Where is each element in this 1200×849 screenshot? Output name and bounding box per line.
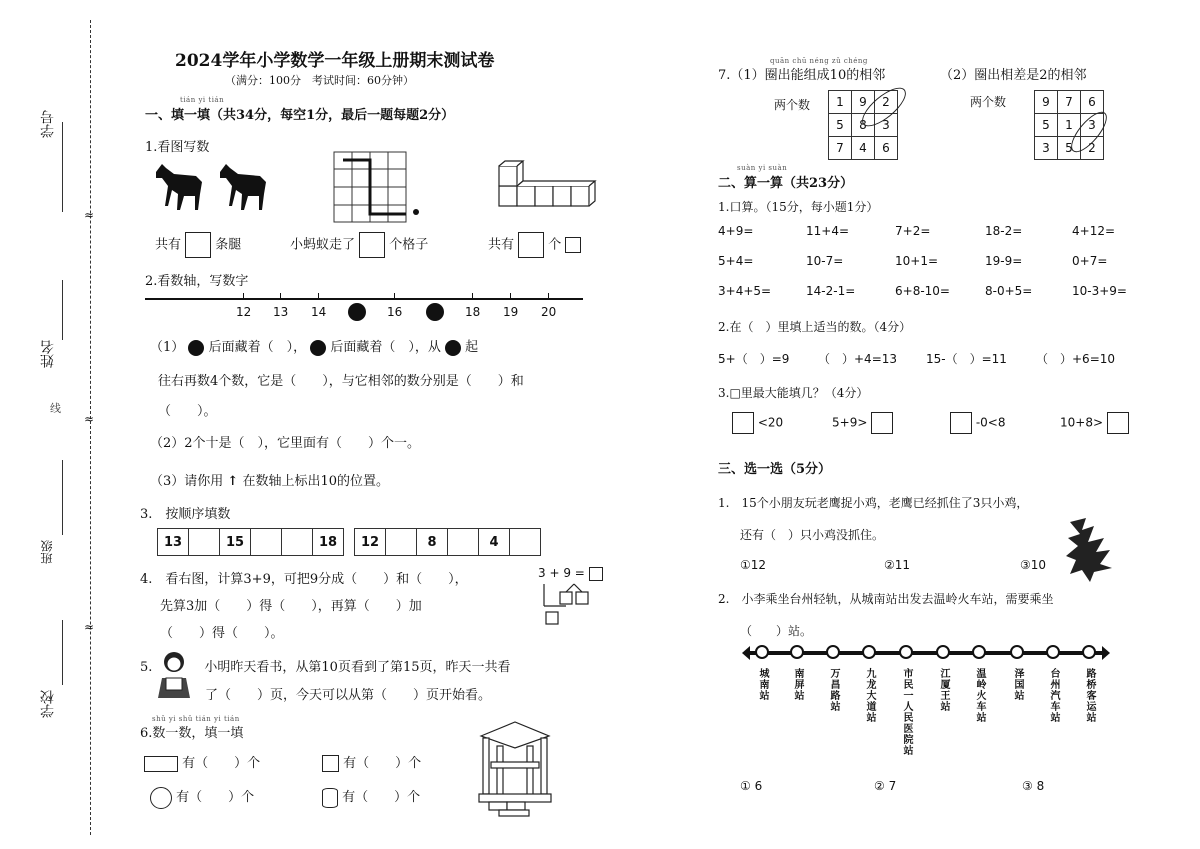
- q1b-answer-box[interactable]: [359, 232, 385, 258]
- q4-line1: 4. 看右图，计算3+9，可把9分成（ ）和（ ），: [140, 572, 468, 587]
- section2-heading: 二、算一算（共23分）: [718, 176, 854, 191]
- oral-item[interactable]: 3+4+5=: [718, 284, 772, 298]
- oral-item[interactable]: 0+7=: [1072, 254, 1108, 268]
- station-label: 台州汽车站: [1048, 668, 1059, 723]
- station-label: 万昌路站: [828, 668, 839, 712]
- q1c-prefix: 共有: [488, 237, 515, 253]
- max-item-text: 10+8>: [1060, 415, 1104, 430]
- cube-icon: [565, 237, 581, 253]
- station-stop: [1082, 645, 1096, 659]
- apple-icon: [445, 340, 461, 356]
- q4-answer-box[interactable]: [589, 567, 603, 581]
- sequence-row-1: [157, 528, 344, 556]
- q6-row2b: [322, 786, 420, 808]
- school-field[interactable]: [38, 690, 68, 718]
- q7-two-nums-1: 两个数: [774, 98, 811, 112]
- max-item-2: [832, 412, 893, 434]
- cuboid-icon: [144, 756, 178, 772]
- tick-label-16: 16: [387, 305, 403, 319]
- station-label: 城南站: [757, 668, 768, 701]
- max-answer-box[interactable]: [1107, 412, 1129, 434]
- number-line: [145, 298, 583, 300]
- q1b-suffix: 个格子: [389, 237, 429, 253]
- fill-item[interactable]: 15-（ ）=11: [926, 352, 1007, 366]
- pinyin-decor: suàn yi suàn: [737, 164, 788, 172]
- number-line-tick: [548, 293, 549, 299]
- oral-calc-label: 1.口算。（15分，每小题1分）: [718, 200, 879, 214]
- grid1-cell: 9: [852, 91, 875, 114]
- q6-r1b-text: 有（ ）个: [343, 756, 422, 771]
- station-label: 市民一人民医院站: [901, 668, 912, 756]
- max-answer-box[interactable]: [950, 412, 972, 434]
- seq2-cell: 12: [355, 529, 386, 556]
- grid2-cell: 6: [1081, 91, 1104, 114]
- q1b-prefix: 小蚂蚁走了: [290, 237, 356, 253]
- number-line-tick: [280, 293, 281, 299]
- split-diagram: [540, 582, 590, 630]
- q2-label: 2.看数轴，写数字: [145, 274, 249, 289]
- q7-label2: （2）圈出相差是2的相邻: [940, 68, 1087, 83]
- q4-formula-text: 3 + 9 =: [538, 566, 585, 580]
- grid2-cell: 5: [1035, 114, 1058, 137]
- grid1-cell: 4: [852, 137, 875, 160]
- tick-label-13: 13: [273, 305, 289, 319]
- station-stop: [899, 645, 913, 659]
- q7-two-nums-2: 两个数: [970, 95, 1007, 109]
- number-line-tick: [243, 293, 244, 299]
- oral-item[interactable]: 10-3+9=: [1072, 284, 1127, 298]
- oral-item[interactable]: 19-9=: [985, 254, 1023, 268]
- q1a-answer-box[interactable]: [185, 232, 211, 258]
- q1c-suffix: 个: [548, 237, 562, 253]
- seq2-cell[interactable]: [510, 529, 541, 556]
- apple-icon: [348, 303, 366, 321]
- cylinder-icon: [322, 788, 338, 808]
- q2-p3-text2: 在数轴上标出10的位置。: [242, 474, 390, 489]
- seq1-cell[interactable]: [189, 529, 220, 556]
- oral-item[interactable]: 11+4=: [806, 224, 850, 238]
- q2-p1-text1: 后面藏着（ ），: [208, 340, 307, 355]
- station-label: 江厦王站: [938, 668, 949, 712]
- pinyin-decor: quān chū néng zǔ chéng: [770, 57, 868, 65]
- class-field[interactable]: [38, 540, 68, 564]
- ant-grid-image: [332, 150, 432, 228]
- grid1-cell: 7: [829, 137, 852, 160]
- eagle-chicks-image: [1060, 516, 1120, 586]
- station-label: 温岭火车站: [974, 668, 985, 723]
- q2-p1-text3: 起: [465, 340, 479, 355]
- q7-label1: 7.（1）圈出能组成10的相邻: [718, 68, 886, 83]
- grid1-cell: 1: [829, 91, 852, 114]
- student-id-line: [62, 122, 63, 212]
- q4-formula: [538, 566, 603, 581]
- q2-part1-line1: [150, 336, 478, 356]
- q4-line2: 先算3加（ ）得（ ），再算（ ）加: [160, 599, 422, 614]
- station-label: 路桥客运站: [1084, 668, 1095, 723]
- rail-end-left: [742, 646, 750, 660]
- school-line: [62, 620, 63, 685]
- apple-icon: [188, 340, 204, 356]
- q1a-suffix: 条腿: [215, 237, 242, 253]
- seq2-cell: 8: [417, 529, 448, 556]
- apple-icon: [426, 303, 444, 321]
- number-line-tick: [394, 293, 395, 299]
- tick-label-19: 19: [503, 305, 519, 319]
- oral-item[interactable]: 4+9=: [718, 224, 754, 238]
- grid2-cell: 5: [1058, 137, 1081, 160]
- fill-item[interactable]: （ ）+6=10: [1036, 352, 1116, 366]
- q1a-row: [155, 232, 241, 258]
- s3-q2-option[interactable]: ③ 8: [1022, 779, 1045, 793]
- station-stop: [972, 645, 986, 659]
- q1-label: 1.看图写数: [145, 140, 210, 155]
- cubes-image: [497, 160, 597, 212]
- q2-part1-line3: （ ）。: [158, 404, 217, 419]
- tick-label-12: 12: [236, 305, 252, 319]
- oral-item[interactable]: 6+8-10=: [895, 284, 950, 298]
- student-id-label: 学号: [40, 110, 56, 138]
- sphere-icon: [150, 787, 172, 809]
- station-stop: [790, 645, 804, 659]
- q3-label: 3. 按顺序填数: [140, 507, 231, 522]
- oral-item[interactable]: 14-2-1=: [806, 284, 856, 298]
- q5-line1: 5. 小明昨天看书，从第10页看到了第15页，昨天一共看: [140, 660, 511, 675]
- class-label: 班级: [40, 540, 54, 564]
- binding-mark-3: ≈: [84, 620, 95, 634]
- oral-item[interactable]: 5+4=: [718, 254, 754, 268]
- q6-row2a: [150, 786, 254, 809]
- seq1-cell: 13: [158, 529, 189, 556]
- number-line-tick: [318, 293, 319, 299]
- binding-mark-1: ≈: [84, 208, 95, 222]
- s3-q2-option[interactable]: ① 6: [740, 779, 763, 793]
- station-stop: [862, 645, 876, 659]
- q4-line3: （ ）得（ ）。: [160, 626, 284, 641]
- grid1-cell: 3: [875, 114, 898, 137]
- q2-p3-text1: （3）请你用: [150, 474, 224, 489]
- name-line: [62, 280, 63, 340]
- exam-subtitle: （满分：100分 考试时间：60分钟）: [225, 74, 414, 87]
- student-id-field[interactable]: [38, 110, 68, 138]
- q5-line2: 了（ ）页，今天可以从第（ ）页开始看。: [205, 688, 492, 703]
- seq1-cell: 18: [313, 529, 344, 556]
- up-arrow-icon: ↑: [227, 474, 239, 489]
- seq1-cell[interactable]: [251, 529, 282, 556]
- station-stop: [1010, 645, 1024, 659]
- grid2-cell: 3: [1035, 137, 1058, 160]
- q6-r2b-text: 有（ ）个: [342, 790, 421, 805]
- pavilion-blocks-image: [475, 718, 555, 818]
- s3-q1-option[interactable]: ③10: [1020, 558, 1047, 572]
- q6-row1a: [144, 752, 260, 772]
- s3-q2-line2: （ ）站。: [740, 624, 813, 638]
- pinyin-decor: tián yi tián: [180, 96, 225, 104]
- oral-item[interactable]: 8-0+5=: [985, 284, 1033, 298]
- max-item-1: [732, 412, 783, 434]
- tick-label-18: 18: [465, 305, 481, 319]
- exam-title: 2024学年小学数学一年级上册期末测试卷: [175, 51, 495, 71]
- tick-label-14: 14: [311, 305, 327, 319]
- q6-label: 6.数一数，填一填: [140, 726, 244, 741]
- q6-row1b: [322, 752, 421, 772]
- q6-r2a-text: 有（ ）个: [176, 790, 255, 805]
- grid2-cell: 2: [1081, 137, 1104, 160]
- q2-p1-text2: 后面藏着（ ），从: [330, 340, 441, 355]
- q2-part3: [150, 470, 389, 489]
- s3-q1-option[interactable]: ②11: [884, 558, 911, 572]
- oral-item[interactable]: 18-2=: [985, 224, 1023, 238]
- s3-q2-line1: 2. 小李乘坐台州轻轨，从城南站出发去温岭火车站，需要乘坐: [718, 592, 1054, 606]
- cube-icon: [322, 755, 339, 772]
- section1-heading: 一、填一填（共34分，每空1分，最后一题每题2分）: [145, 108, 455, 123]
- q1b-row: [290, 232, 428, 258]
- apple-icon: [310, 340, 326, 356]
- oral-item[interactable]: 7+2=: [895, 224, 931, 238]
- q2-part2: （2）2个十是（ ），它里面有（ ）个一。: [150, 436, 421, 451]
- q2-p1-num: （1）: [150, 340, 185, 355]
- oral-item[interactable]: 10+1=: [895, 254, 939, 268]
- pinyin-decor: shǔ yi shǔ tián yi tián: [152, 715, 240, 723]
- grid1-cell: 2: [875, 91, 898, 114]
- section3-heading: 三、选一选（5分）: [718, 462, 832, 477]
- grid1-cell: 8: [852, 114, 875, 137]
- station-stop: [826, 645, 840, 659]
- tick-label-20: 20: [541, 305, 557, 319]
- seq1-cell[interactable]: [282, 529, 313, 556]
- seq2-cell[interactable]: [448, 529, 479, 556]
- seal-line-label: 线: [50, 402, 61, 415]
- seq2-cell[interactable]: [386, 529, 417, 556]
- station-stop: [755, 645, 769, 659]
- max-item-text: -0<8: [975, 415, 1006, 430]
- number-line-tick: [472, 293, 473, 299]
- s3-q1-line1: 1. 15个小朋友玩老鹰捉小鸡，老鹰已经抓住了3只小鸡，: [718, 496, 1029, 510]
- q1c-row: [488, 232, 581, 258]
- station-label: 南屏站: [792, 668, 803, 701]
- station-stop: [1046, 645, 1060, 659]
- grid2-cell: 9: [1035, 91, 1058, 114]
- fill-item[interactable]: 5+（ ）=9: [718, 352, 790, 366]
- oral-item[interactable]: 4+12=: [1072, 224, 1116, 238]
- seq2-cell: 4: [479, 529, 510, 556]
- q6-r1a-text: 有（ ）个: [182, 756, 261, 771]
- grid2-cell: 7: [1058, 91, 1081, 114]
- seq1-cell: 15: [220, 529, 251, 556]
- s3-q1-line2: 还有（ ）只小鸡没抓住。: [740, 528, 885, 542]
- sequence-row-2: [354, 528, 541, 556]
- max-item-text: <20: [757, 415, 784, 430]
- horses-image: [150, 158, 275, 216]
- grid1-cell: 6: [875, 137, 898, 160]
- fill-blank-label: 2.在（ ）里填上适当的数。（4分）: [718, 320, 912, 334]
- station-stop: [936, 645, 950, 659]
- class-line: [62, 460, 63, 535]
- station-label: 九龙大道站: [864, 668, 875, 723]
- max-item-3: [950, 412, 1005, 434]
- name-label: 姓名: [40, 340, 56, 368]
- max-answer-box[interactable]: [871, 412, 893, 434]
- max-answer-box[interactable]: [732, 412, 754, 434]
- q1c-answer-box[interactable]: [518, 232, 544, 258]
- s3-q2-option[interactable]: ② 7: [874, 779, 897, 793]
- oral-item[interactable]: 10-7=: [806, 254, 844, 268]
- q1a-prefix: 共有: [155, 237, 182, 253]
- name-field[interactable]: [38, 340, 68, 368]
- station-label: 泽国站: [1012, 668, 1023, 701]
- binding-dashed-line: [90, 20, 91, 835]
- number-line-tick: [510, 293, 511, 299]
- s3-q1-option[interactable]: ①12: [740, 558, 767, 572]
- fill-item[interactable]: （ ）+4=13: [818, 352, 898, 366]
- max-item-4: [1060, 412, 1129, 434]
- binding-mark-2: ≈: [84, 412, 95, 426]
- school-label: 学校: [40, 690, 56, 718]
- max-item-text: 5+9>: [832, 415, 868, 430]
- grid2-cell: 1: [1058, 114, 1081, 137]
- grid1-cell: 5: [829, 114, 852, 137]
- max-fill-label: 3.□里最大能填几？（4分）: [718, 386, 869, 400]
- q2-part1-line2: 往右再数4个数，它是（ ），与它相邻的数分别是（ ）和: [158, 374, 524, 389]
- rail-end-right: [1102, 646, 1110, 660]
- grid2-cell: 3: [1081, 114, 1104, 137]
